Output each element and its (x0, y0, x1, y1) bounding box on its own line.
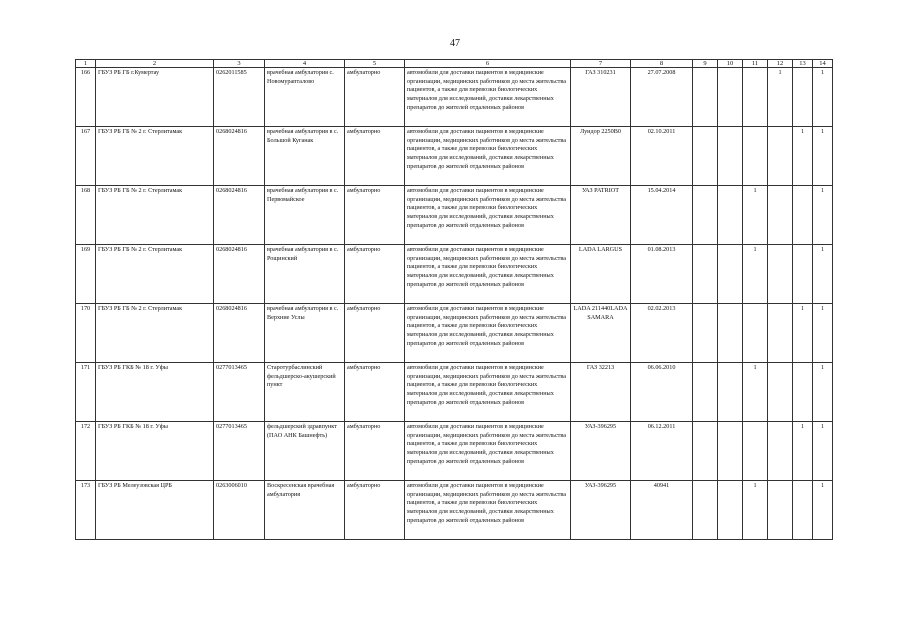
mark-cell (693, 127, 718, 186)
column-header: 8 (631, 60, 693, 68)
column-header: 1 (76, 60, 96, 68)
row-number-cell: 168 (76, 186, 96, 245)
vehicle-model-cell: УАЗ-396295 (571, 422, 631, 481)
organization-cell: ГБУЗ РБ ГБ № 2 г. Стерлитамак (96, 245, 214, 304)
organization-cell: ГБУЗ РБ ГБ № 2 г. Стерлитамак (96, 186, 214, 245)
care-type-cell: амбулаторно (345, 68, 405, 127)
date-cell: 15.04.2014 (631, 186, 693, 245)
unit-name-cell: врачебная амбулатория в с. Рощинский (265, 245, 345, 304)
date-cell: 02.02.2013 (631, 304, 693, 363)
mark-cell (768, 127, 793, 186)
mark-cell (743, 127, 768, 186)
vehicle-model-cell: УАЗ PATRIOT (571, 186, 631, 245)
mark-cell (693, 186, 718, 245)
unit-name-cell: врачебная амбулатория в с. Первомайское (265, 186, 345, 245)
table-row (76, 363, 833, 422)
mark-cell: 1 (793, 422, 813, 481)
mark-cell (693, 481, 718, 540)
code-cell: 0268024816 (214, 245, 265, 304)
table-row (76, 422, 833, 481)
mark-cell: 1 (768, 68, 793, 127)
unit-name-cell: Старотурбаслинский фельдшерско-акушерский пункт (265, 363, 345, 422)
date-cell: 40941 (631, 481, 693, 540)
purpose-cell: автомобили для доставки пациентов в медицинские организации, медицинских работников до места жительства пациентов, а также для перевозки биологических материалов для исследований, доставки лекарственных препаратов до жителей отдаленных районов (405, 127, 571, 186)
column-header: 9 (693, 60, 718, 68)
mark-cell (768, 304, 793, 363)
mark-cell: 1 (813, 245, 833, 304)
row-number-cell: 169 (76, 245, 96, 304)
column-header: 11 (743, 60, 768, 68)
care-type-cell: амбулаторно (345, 304, 405, 363)
purpose-cell: автомобили для доставки пациентов в медицинские организации, медицинских работников до места жительства пациентов, а также для перевозки биологических материалов для исследований, доставки лекарственных препаратов до жителей отдаленных районов (405, 68, 571, 127)
mark-cell (793, 481, 813, 540)
mark-cell (768, 422, 793, 481)
code-cell: 0268024816 (214, 127, 265, 186)
column-header: 13 (793, 60, 813, 68)
mark-cell (718, 186, 743, 245)
mark-cell: 1 (813, 363, 833, 422)
date-cell: 02.10.2011 (631, 127, 693, 186)
purpose-cell: автомобили для доставки пациентов в медицинские организации, медицинских работников до места жительства пациентов, а также для перевозки биологических материалов для исследований, доставки лекарственных препаратов до жителей отдаленных районов (405, 363, 571, 422)
purpose-cell: автомобили для доставки пациентов в медицинские организации, медицинских работников до места жительства пациентов, а также для перевозки биологических материалов для исследований, доставки лекарственных препаратов до жителей отдаленных районов (405, 481, 571, 540)
code-cell: 0263006010 (214, 481, 265, 540)
mark-cell (793, 245, 813, 304)
vehicle-model-cell: LADA LARGUS (571, 245, 631, 304)
organization-cell: ГБУЗ РБ ГБ № 2 г. Стерлитамак (96, 304, 214, 363)
table-row (76, 186, 833, 245)
unit-name-cell: врачебная амбулатория с. Новомурапталово (265, 68, 345, 127)
code-cell: 0268024816 (214, 304, 265, 363)
care-type-cell: амбулаторно (345, 186, 405, 245)
organization-cell: ГБУЗ РБ ГБ № 2 г. Стерлитамак (96, 127, 214, 186)
unit-name-cell: фельдшерский здравпункт (ПАО АНК Башнефть) (265, 422, 345, 481)
mark-cell (693, 422, 718, 481)
mark-cell: 1 (813, 186, 833, 245)
date-cell: 06.06.2010 (631, 363, 693, 422)
mark-cell: 1 (813, 481, 833, 540)
table-row (76, 245, 833, 304)
column-header: 12 (768, 60, 793, 68)
column-header: 2 (96, 60, 214, 68)
page-number: 47 (450, 38, 460, 49)
mark-cell (693, 304, 718, 363)
mark-cell: 1 (813, 304, 833, 363)
organization-cell: ГБУЗ РБ ГКБ № 18 г. Уфы (96, 363, 214, 422)
column-header: 7 (571, 60, 631, 68)
mark-cell: 1 (743, 481, 768, 540)
column-header: 10 (718, 60, 743, 68)
mark-cell: 1 (743, 186, 768, 245)
vehicle-model-cell: ГАЗ 32213 (571, 363, 631, 422)
date-cell: 06.12.2011 (631, 422, 693, 481)
table-row (76, 68, 833, 127)
mark-cell: 1 (813, 422, 833, 481)
mark-cell (718, 68, 743, 127)
code-cell: 0277013465 (214, 422, 265, 481)
date-cell: 01.08.2013 (631, 245, 693, 304)
mark-cell (743, 422, 768, 481)
column-header: 4 (265, 60, 345, 68)
row-number-cell: 170 (76, 304, 96, 363)
purpose-cell: автомобили для доставки пациентов в медицинские организации, медицинских работников до места жительства пациентов, а также для перевозки биологических материалов для исследований, доставки лекарственных препаратов до жителей отдаленных районов (405, 245, 571, 304)
code-cell: 0277013465 (214, 363, 265, 422)
mark-cell (768, 245, 793, 304)
mark-cell (793, 186, 813, 245)
mark-cell (693, 363, 718, 422)
organization-cell: ГБУЗ РБ ГКБ № 18 г. Уфы (96, 422, 214, 481)
organization-cell: ГБУЗ РБ ГБ г.Кумертау (96, 68, 214, 127)
vehicle-model-cell: Луидор 2250В0 (571, 127, 631, 186)
row-number-cell: 166 (76, 68, 96, 127)
care-type-cell: амбулаторно (345, 127, 405, 186)
purpose-cell: автомобили для доставки пациентов в медицинские организации, медицинских работников до места жительства пациентов, а также для перевозки биологических материалов для исследований, доставки лекарственных препаратов до жителей отдаленных районов (405, 186, 571, 245)
mark-cell (768, 363, 793, 422)
purpose-cell: автомобили для доставки пациентов в медицинские организации, медицинских работников до места жительства пациентов, а также для перевозки биологических материалов для исследований, доставки лекарственных препаратов до жителей отдаленных районов (405, 304, 571, 363)
mark-cell (768, 481, 793, 540)
care-type-cell: амбулаторно (345, 245, 405, 304)
mark-cell: 1 (813, 127, 833, 186)
vehicle-register-table (75, 59, 833, 540)
vehicle-model-cell: LADA 211440LADA SAMARA (571, 304, 631, 363)
mark-cell: 1 (743, 363, 768, 422)
mark-cell (718, 127, 743, 186)
vehicle-model-cell: УАЗ-396295 (571, 481, 631, 540)
row-number-cell: 172 (76, 422, 96, 481)
mark-cell: 1 (743, 245, 768, 304)
code-cell: 0262011585 (214, 68, 265, 127)
row-number-cell: 167 (76, 127, 96, 186)
table-row (76, 481, 833, 540)
unit-name-cell: врачебная амбулатория в с. Большой Куганак (265, 127, 345, 186)
care-type-cell: амбулаторно (345, 481, 405, 540)
mark-cell (718, 481, 743, 540)
mark-cell: 1 (813, 68, 833, 127)
mark-cell (718, 245, 743, 304)
mark-cell (793, 68, 813, 127)
mark-cell (768, 186, 793, 245)
column-header: 14 (813, 60, 833, 68)
mark-cell (743, 68, 768, 127)
mark-cell (718, 422, 743, 481)
unit-name-cell: врачебная амбулатория в с. Верхние Услы (265, 304, 345, 363)
column-header: 5 (345, 60, 405, 68)
column-header: 6 (405, 60, 571, 68)
mark-cell: 1 (793, 127, 813, 186)
row-number-cell: 173 (76, 481, 96, 540)
mark-cell (743, 304, 768, 363)
mark-cell (718, 363, 743, 422)
mark-cell (718, 304, 743, 363)
mark-cell (793, 363, 813, 422)
date-cell: 27.07.2008 (631, 68, 693, 127)
unit-name-cell: Воскресенская врачебная амбулатория (265, 481, 345, 540)
column-header: 3 (214, 60, 265, 68)
row-number-cell: 171 (76, 363, 96, 422)
column-number-row (76, 60, 833, 68)
code-cell: 0268024816 (214, 186, 265, 245)
organization-cell: ГБУЗ РБ Мелеузовская ЦРБ (96, 481, 214, 540)
table-row (76, 304, 833, 363)
care-type-cell: амбулаторно (345, 422, 405, 481)
vehicle-model-cell: ГАЗ 310231 (571, 68, 631, 127)
table-row (76, 127, 833, 186)
mark-cell (693, 68, 718, 127)
mark-cell: 1 (793, 304, 813, 363)
care-type-cell: амбулаторно (345, 363, 405, 422)
mark-cell (693, 245, 718, 304)
purpose-cell: автомобили для доставки пациентов в медицинские организации, медицинских работников до места жительства пациентов, а также для перевозки биологических материалов для исследований, доставки лекарственных препаратов до жителей отдаленных районов (405, 422, 571, 481)
